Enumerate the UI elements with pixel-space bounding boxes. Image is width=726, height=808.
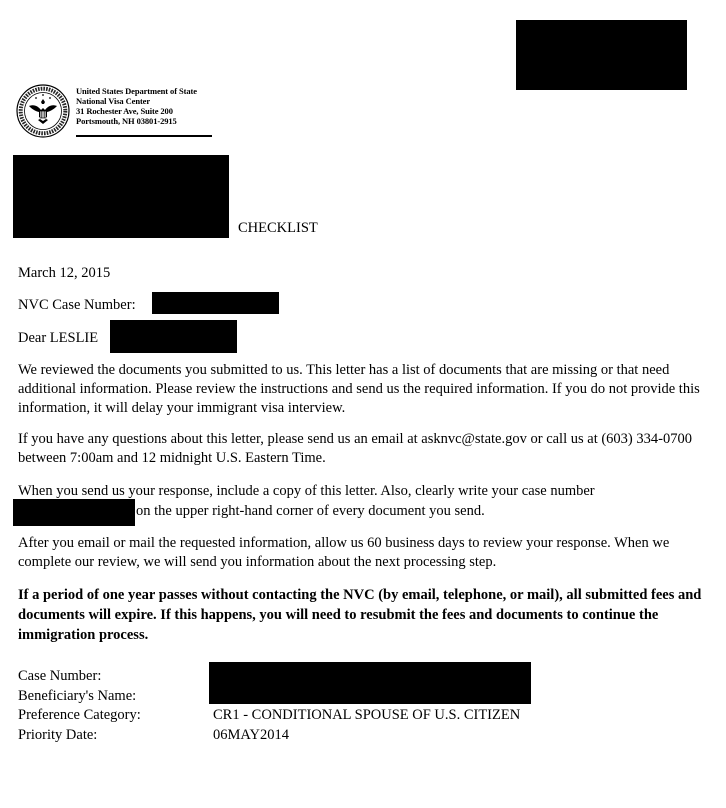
- case-number-label: Case Number:: [18, 668, 102, 684]
- paragraph-review: After you email or mail the requested information, allow us 60 business days to review your response. When we complete our review, we will send you information about the next processing step.: [18, 535, 670, 570]
- redaction-block-title: [13, 155, 229, 238]
- redaction-block-top-right: [516, 20, 687, 90]
- redaction-case-info: [209, 662, 531, 704]
- beneficiary-name-label: Beneficiary's Name:: [18, 688, 137, 704]
- agency-line-1: United States Department of State: [76, 86, 197, 96]
- agency-address: [76, 86, 197, 126]
- agency-line-4: Portsmouth, NH 03801-2915: [76, 116, 177, 126]
- redaction-case-number-2: [13, 499, 135, 526]
- nvc-case-number-label: NVC Case Number:: [18, 297, 136, 313]
- preference-category-value: CR1 - CONDITIONAL SPOUSE OF U.S. CITIZEN: [213, 707, 521, 723]
- agency-line-2: National Visa Center: [76, 96, 151, 106]
- agency-line-3: 31 Rochester Ave, Suite 200: [76, 106, 173, 116]
- response-line-2: on the upper right-hand corner of every document you send.: [136, 503, 485, 519]
- paragraph-expiration-warning: If a period of one year passes without contacting the NVC (by email, telephone, or mail), all submitted fees and documents will expire. If this happens, you will need to resubmit the fees and documents to continue the immigration process.: [18, 587, 702, 643]
- preference-category-label: Preference Category:: [18, 707, 141, 723]
- priority-date-value: 06MAY2014: [213, 727, 290, 743]
- redaction-name: [110, 320, 237, 353]
- letter-date: March 12, 2015: [18, 265, 111, 281]
- paragraph-contact: If you have any questions about this letter, please send us an email at asknvc@state.gov or call us at (603) 334-0700 between 7:00am and 12 midnight U.S. Eastern Time.: [18, 431, 692, 466]
- document-title: CHECKLIST: [238, 220, 318, 236]
- response-line-1: When you send us your response, include a copy of this letter. Also, clearly write your case number: [18, 483, 595, 499]
- salutation: Dear LESLIE: [18, 330, 99, 346]
- priority-date-label: Priority Date:: [18, 727, 98, 743]
- department-of-state-seal-icon: [16, 84, 70, 138]
- paragraph-missing-documents: We reviewed the documents you submitted to us. This letter has a list of documents that are missing or that need additional information. Please review the instructions and send us the required information. If you do not provide this information, it will delay your immigrant visa interview.: [18, 362, 700, 416]
- redaction-case-number: [152, 292, 279, 314]
- agency-underline: [76, 135, 212, 137]
